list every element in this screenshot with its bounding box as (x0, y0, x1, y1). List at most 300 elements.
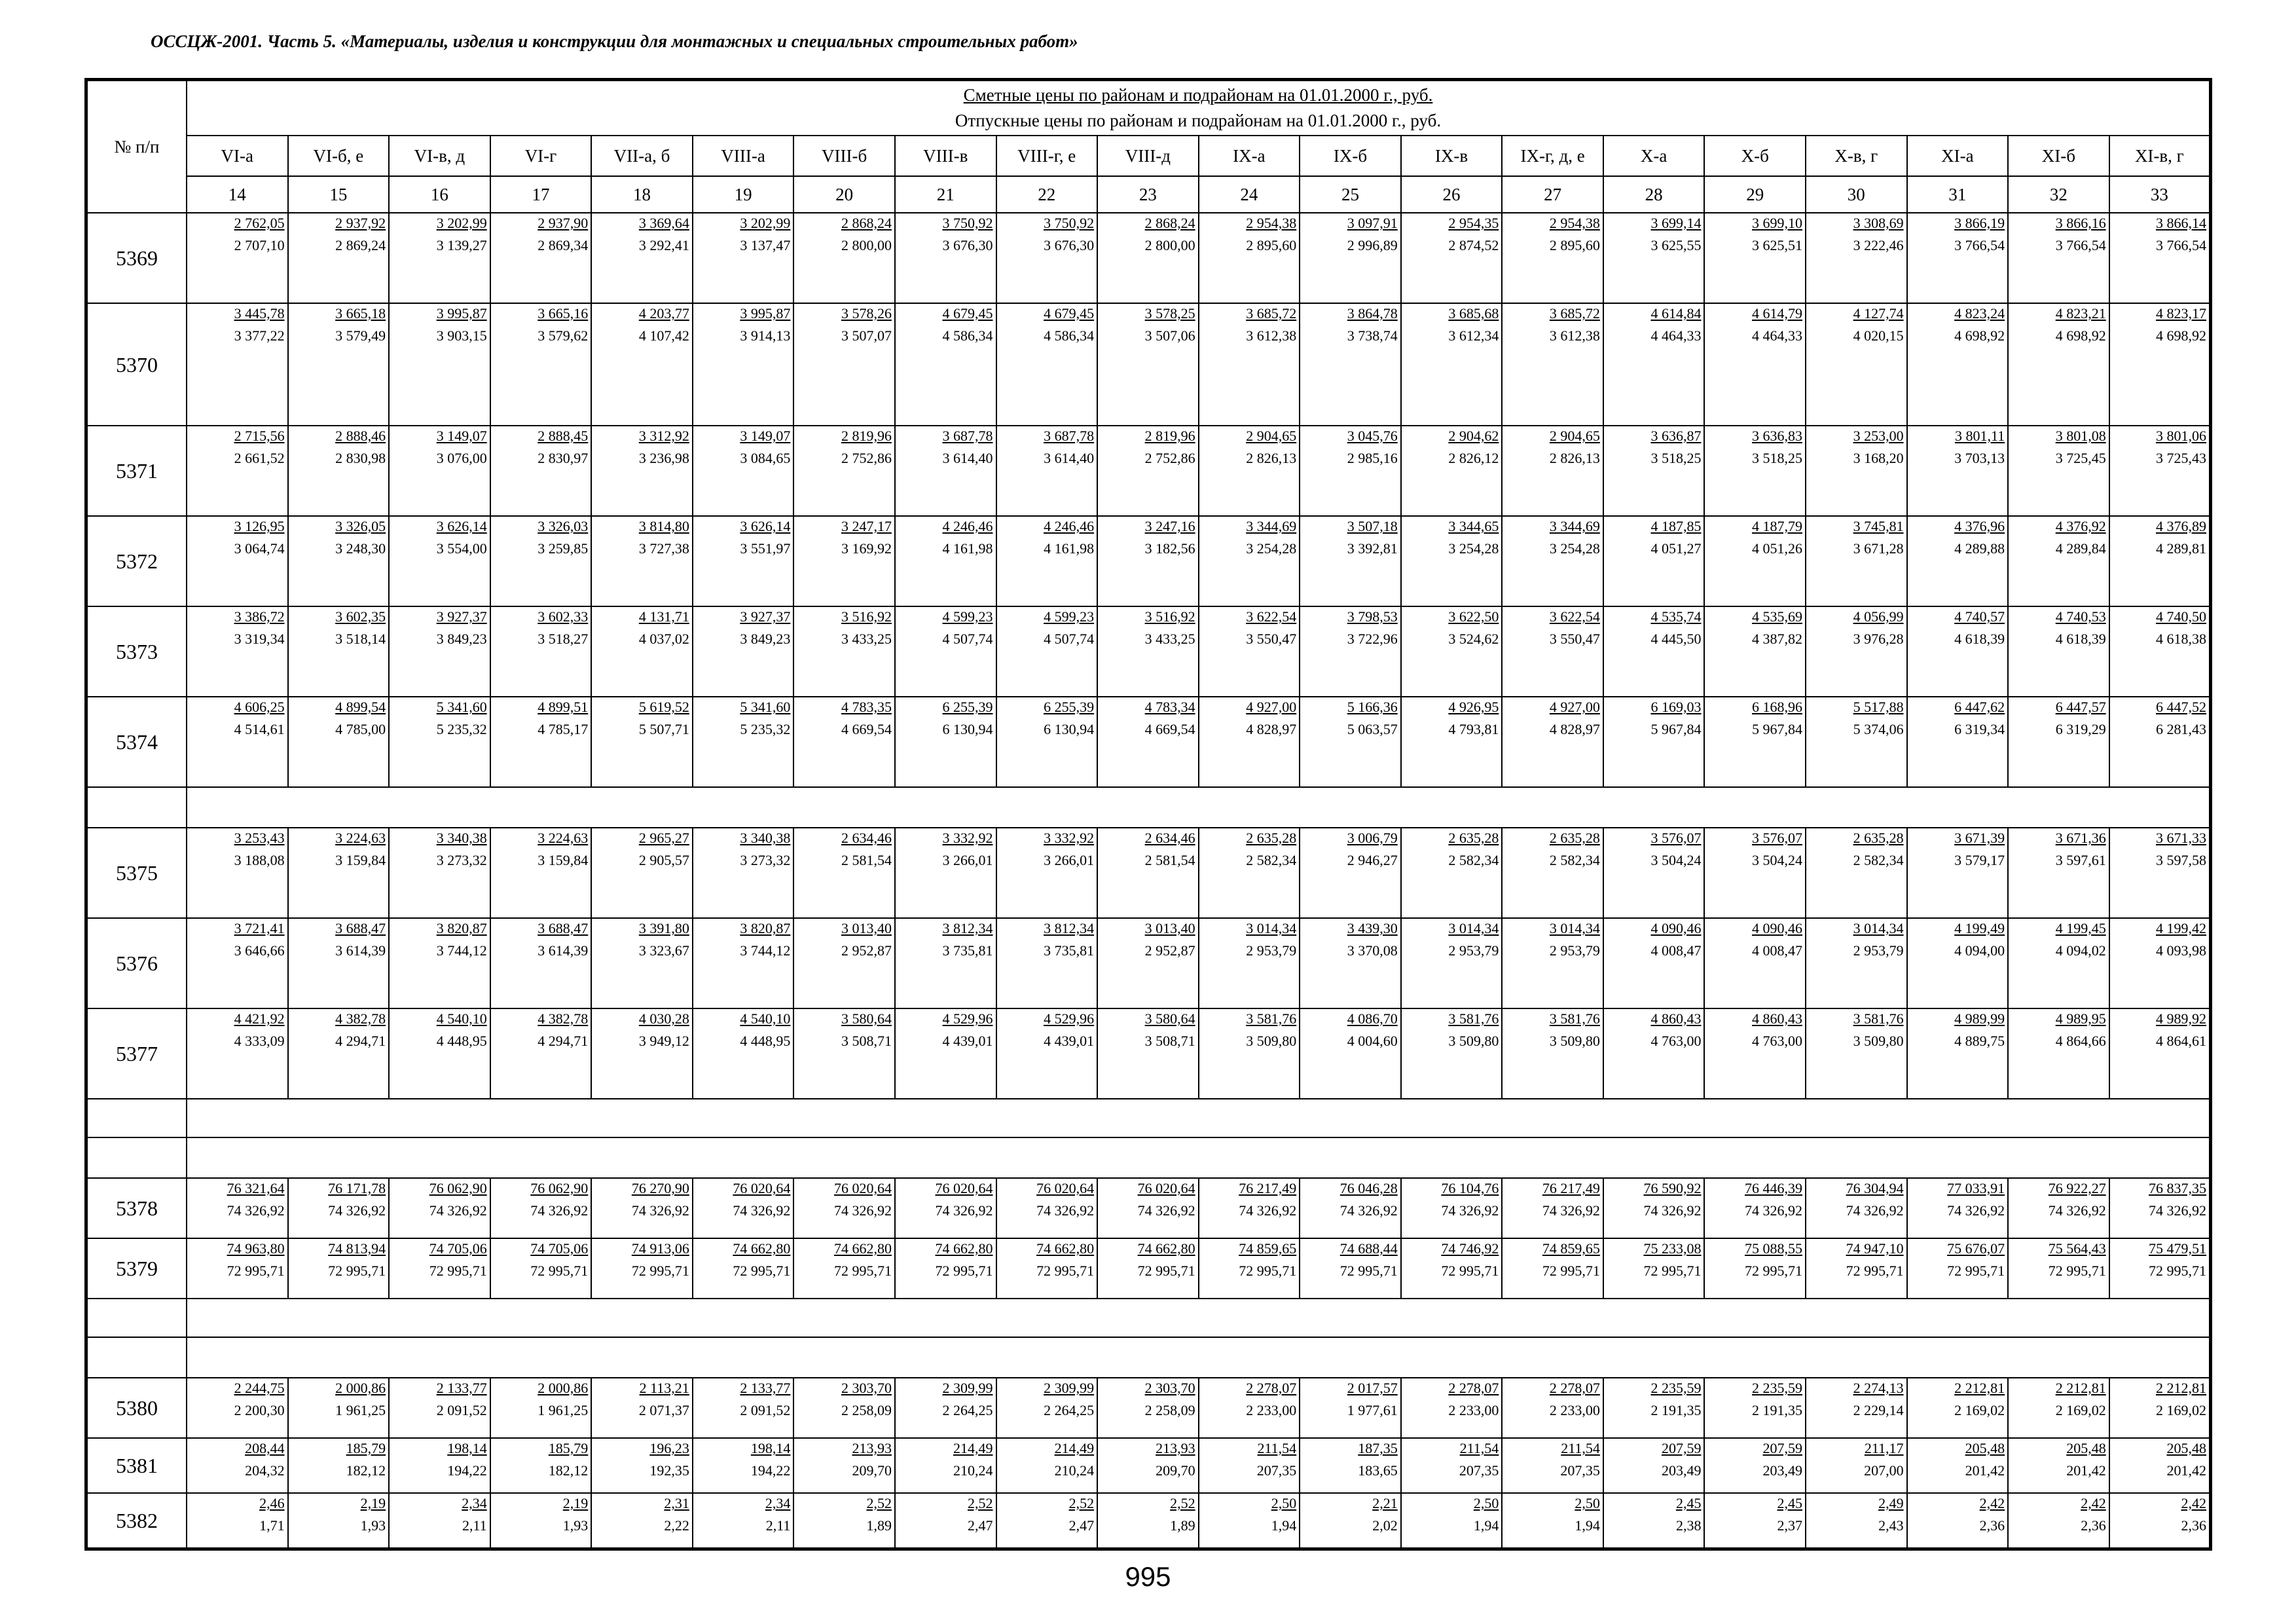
estimated-price: 4 199,45 (2055, 920, 2106, 936)
release-price: 3 914,13 (740, 327, 791, 344)
price-cell (288, 213, 390, 303)
price-cell (1097, 606, 1199, 697)
release-price: 2 895,60 (1549, 237, 1600, 253)
price-cell (2109, 1238, 2211, 1299)
estimated-price: 2 212,81 (1954, 1380, 2005, 1396)
estimated-price: 4 246,46 (942, 518, 993, 534)
estimated-price: 76 446,39 (1745, 1180, 1802, 1196)
estimated-price: 2 937,90 (538, 215, 589, 231)
estimated-price: 196,23 (649, 1440, 689, 1456)
estimated-price: 2 278,07 (1549, 1380, 1600, 1396)
estimated-price: 2 000,86 (538, 1380, 589, 1396)
price-cell (2109, 697, 2211, 787)
estimated-price: 76 020,64 (733, 1180, 791, 1196)
release-price: 210,24 (953, 1462, 993, 1479)
estimated-price: 75 479,51 (2149, 1240, 2206, 1257)
price-cell (2008, 516, 2109, 606)
release-price: 3 370,08 (1347, 942, 1398, 959)
release-price: 3 168,20 (1853, 450, 1904, 466)
release-price: 2,37 (1777, 1517, 1802, 1534)
estimated-price: 3 149,07 (740, 428, 791, 444)
price-cell (793, 1008, 895, 1099)
release-price: 3 236,98 (638, 450, 689, 466)
region-header: VIII-г, е (996, 136, 1098, 176)
release-price: 74 326,92 (1339, 1202, 1398, 1219)
estimated-price: 3 516,92 (1144, 608, 1195, 625)
region-header: VIII-в (895, 136, 996, 176)
price-cell (187, 1238, 288, 1299)
release-price: 3 625,51 (1752, 237, 1802, 253)
price-cell (1502, 426, 1603, 516)
estimated-price: 4 376,92 (2055, 518, 2106, 534)
table-row (86, 1178, 2211, 1238)
estimated-price: 3 332,92 (1044, 830, 1095, 846)
estimated-price: 4 679,45 (942, 305, 993, 322)
release-price: 3 612,38 (1246, 327, 1297, 344)
price-cell (187, 697, 288, 787)
release-price: 1 961,25 (335, 1402, 386, 1418)
region-header: IX-г, д, е (1502, 136, 1603, 176)
region-header: IX-в (1401, 136, 1503, 176)
region-header: VI-а (187, 136, 288, 176)
estimated-price: 4 090,46 (1752, 920, 1802, 936)
release-price: 72 995,71 (1036, 1263, 1095, 1279)
column-index: 27 (1502, 176, 1603, 213)
column-index: 28 (1603, 176, 1705, 213)
release-price: 3 319,34 (234, 631, 285, 647)
estimated-price: 4 376,89 (2156, 518, 2206, 534)
estimated-price: 4 599,23 (1044, 608, 1095, 625)
release-price: 2 830,97 (538, 450, 589, 466)
release-price: 4 020,15 (1853, 327, 1904, 344)
price-cell (1097, 697, 1199, 787)
release-price: 74 326,92 (1441, 1202, 1499, 1219)
price-cell (793, 697, 895, 787)
estimated-price: 3 006,79 (1347, 830, 1398, 846)
estimated-price: 4 540,10 (436, 1010, 487, 1027)
estimated-price: 76 217,49 (1239, 1180, 1297, 1196)
price-cell (1704, 1238, 1806, 1299)
release-price: 4 698,92 (2156, 327, 2206, 344)
estimated-price: 3 685,72 (1549, 305, 1600, 322)
price-cell (490, 213, 592, 303)
price-cell (1199, 1178, 1300, 1238)
release-price: 3 703,13 (1954, 450, 2005, 466)
release-price: 3 849,23 (740, 631, 791, 647)
price-cell (1502, 606, 1603, 697)
estimated-price: 3 581,76 (1549, 1010, 1600, 1027)
estimated-price: 75 088,55 (1745, 1240, 1802, 1257)
price-cell (2008, 1438, 2109, 1493)
price-cell (1097, 1178, 1199, 1238)
column-index: 21 (895, 176, 996, 213)
table-row (86, 426, 2211, 516)
price-cell (1603, 697, 1705, 787)
price-cell (1502, 828, 1603, 918)
price-cell (1199, 606, 1300, 697)
estimated-price: 3 202,99 (740, 215, 791, 231)
release-price: 2 752,86 (1144, 450, 1195, 466)
price-cell (591, 426, 693, 516)
price-cell (2109, 303, 2211, 426)
release-price: 2 581,54 (841, 852, 892, 868)
price-cell (1097, 918, 1199, 1008)
release-price: 2,47 (968, 1517, 993, 1534)
price-cell (490, 828, 592, 918)
release-price: 2 582,34 (1853, 852, 1904, 868)
estimated-price: 214,49 (953, 1440, 993, 1456)
estimated-price: 5 341,60 (436, 699, 487, 715)
price-cell (895, 1178, 996, 1238)
release-price: 4 294,71 (335, 1033, 386, 1049)
estimated-price: 3 224,63 (538, 830, 589, 846)
price-cell (793, 1438, 895, 1493)
estimated-price: 185,79 (548, 1440, 589, 1456)
estimated-price: 3 671,36 (2055, 830, 2106, 846)
price-cell (693, 516, 794, 606)
price-cell (187, 426, 288, 516)
estimated-price: 3 439,30 (1347, 920, 1398, 936)
row-number-header: № п/п (86, 80, 187, 213)
price-cell (693, 828, 794, 918)
price-cell (1704, 1178, 1806, 1238)
release-price: 6 319,34 (1954, 721, 2005, 737)
price-cell (895, 606, 996, 697)
price-cell (288, 1008, 390, 1099)
estimated-price: 4 927,00 (1246, 699, 1297, 715)
release-price: 72 995,71 (1339, 1263, 1398, 1279)
column-index: 30 (1806, 176, 1907, 213)
estimated-price: 2 235,59 (1650, 1380, 1702, 1396)
release-price: 4 889,75 (1954, 1033, 2005, 1049)
price-cell (996, 1378, 1098, 1438)
price-cell (895, 303, 996, 426)
estimated-price: 3 202,99 (436, 215, 487, 231)
price-cell (1806, 1438, 1907, 1493)
row-number: 5377 (86, 1008, 187, 1099)
estimated-price: 4 989,95 (2055, 1010, 2106, 1027)
price-cell (1097, 516, 1199, 606)
release-price: 4 698,92 (1954, 327, 2005, 344)
region-header-row (86, 136, 2211, 176)
price-cell (693, 1238, 794, 1299)
release-price: 74 326,92 (631, 1202, 689, 1219)
release-price: 3 266,01 (1044, 852, 1095, 868)
price-cell (1502, 303, 1603, 426)
estimated-price: 75 233,08 (1643, 1240, 1702, 1257)
table-row (86, 303, 2211, 426)
release-price: 3 254,28 (1448, 540, 1499, 557)
release-price: 2 581,54 (1144, 852, 1195, 868)
price-cell (1401, 697, 1503, 787)
release-price: 4 448,95 (740, 1033, 791, 1049)
estimated-price: 4 614,79 (1752, 305, 1802, 322)
estimated-price: 3 391,80 (638, 920, 689, 936)
estimated-price: 3 626,14 (436, 518, 487, 534)
price-cell (1097, 426, 1199, 516)
region-header: VI-б, е (288, 136, 390, 176)
price-cell (490, 1493, 592, 1549)
price-cell (1603, 213, 1705, 303)
page-number: 995 (1125, 1561, 1171, 1592)
estimated-price: 3 576,07 (1650, 830, 1702, 846)
release-price: 4 289,84 (2055, 540, 2106, 557)
price-cell (1704, 1008, 1806, 1099)
estimated-price: 3 014,34 (1246, 920, 1297, 936)
price-cell (2008, 1008, 2109, 1099)
release-price: 3 392,81 (1347, 540, 1398, 557)
estimated-prices-title: Сметные цены по районам и подрайонам на 01.01.2000 г., руб. (963, 84, 1433, 105)
price-cell (2109, 213, 2211, 303)
price-cell (1401, 1493, 1503, 1549)
price-cell (288, 1438, 390, 1493)
price-cell (1806, 697, 1907, 787)
price-cell (1603, 1493, 1705, 1549)
column-index: 18 (591, 176, 693, 213)
estimated-price: 4 740,57 (1954, 608, 2005, 625)
price-cell (895, 426, 996, 516)
release-price: 74 326,92 (935, 1202, 993, 1219)
estimated-price: 3 445,78 (234, 305, 285, 322)
estimated-price: 76 270,90 (631, 1180, 689, 1196)
estimated-price: 2 635,28 (1853, 830, 1904, 846)
price-cell (1806, 1178, 1907, 1238)
row-number: 5375 (86, 828, 187, 918)
release-price: 5 967,84 (1650, 721, 1702, 737)
release-price: 74 326,92 (1846, 1202, 1904, 1219)
price-cell (2008, 1178, 2109, 1238)
column-index: 15 (288, 176, 390, 213)
estimated-price: 211,54 (1459, 1440, 1499, 1456)
release-price: 72 995,71 (1137, 1263, 1195, 1279)
release-price: 3 676,30 (1044, 237, 1095, 253)
estimated-price: 205,48 (1965, 1440, 2005, 1456)
release-price: 4 785,00 (335, 721, 386, 737)
table-row (86, 1438, 2211, 1493)
estimated-price: 213,93 (1156, 1440, 1195, 1456)
estimated-price: 2 244,75 (234, 1380, 285, 1396)
release-price: 5 374,06 (1853, 721, 1904, 737)
release-price: 74 326,92 (1643, 1202, 1702, 1219)
release-price: 3 509,80 (1448, 1033, 1499, 1049)
price-cell (1300, 828, 1401, 918)
column-index: 23 (1097, 176, 1199, 213)
release-price: 4 864,66 (2055, 1033, 2106, 1049)
estimated-price: 2,50 (1473, 1495, 1499, 1511)
price-cell (2109, 516, 2211, 606)
release-price: 74 326,92 (1745, 1202, 1802, 1219)
price-cell (1300, 606, 1401, 697)
estimated-price: 2 000,86 (335, 1380, 386, 1396)
release-price: 2 707,10 (234, 237, 285, 253)
estimated-price: 2 635,28 (1448, 830, 1499, 846)
release-price: 2 953,79 (1246, 942, 1297, 959)
estimated-price: 3 665,18 (335, 305, 386, 322)
price-cell (389, 828, 490, 918)
release-price: 2 905,57 (638, 852, 689, 868)
release-price: 3 766,54 (2055, 237, 2106, 253)
estimated-price: 3 014,34 (1448, 920, 1499, 936)
release-price: 3 433,25 (1144, 631, 1195, 647)
price-cell (591, 213, 693, 303)
release-price: 4 793,81 (1448, 721, 1499, 737)
price-cell (288, 426, 390, 516)
column-index-row (86, 176, 2211, 213)
price-cell (693, 1008, 794, 1099)
price-cell (1097, 303, 1199, 426)
release-price: 209,70 (1156, 1462, 1195, 1479)
price-cell (2008, 303, 2109, 426)
release-price: 3 554,00 (436, 540, 487, 557)
estimated-price: 74 662,80 (1036, 1240, 1095, 1257)
release-price: 3 744,12 (740, 942, 791, 959)
price-cell (1704, 426, 1806, 516)
price-cell (1806, 1008, 1907, 1099)
release-price: 3 508,71 (841, 1033, 892, 1049)
estimated-price: 3 745,81 (1853, 518, 1904, 534)
estimated-price: 2 634,46 (841, 830, 892, 846)
release-price: 3 903,15 (436, 327, 487, 344)
estimated-price: 2 017,57 (1347, 1380, 1398, 1396)
price-cell (490, 1178, 592, 1238)
release-price: 2 582,34 (1549, 852, 1600, 868)
release-price: 2 169,02 (2156, 1402, 2206, 1418)
price-cell (1199, 516, 1300, 606)
estimated-price: 3 866,14 (2156, 215, 2206, 231)
price-cell (693, 1493, 794, 1549)
price-cell (187, 1008, 288, 1099)
price-cell (389, 426, 490, 516)
price-cell (693, 918, 794, 1008)
price-cell (1199, 918, 1300, 1008)
release-price: 3 509,80 (1549, 1033, 1600, 1049)
estimated-price: 74 662,80 (935, 1240, 993, 1257)
release-price: 2 169,02 (1954, 1402, 2005, 1418)
release-price: 6 130,94 (1044, 721, 1095, 737)
table-row (86, 828, 2211, 918)
price-cell (1199, 303, 1300, 426)
release-price: 3 273,32 (436, 852, 487, 868)
estimated-price: 2,42 (1979, 1495, 2005, 1511)
blank-cell (86, 1137, 187, 1178)
estimated-price: 3 820,87 (436, 920, 487, 936)
estimated-price: 4 860,43 (1752, 1010, 1802, 1027)
release-price: 204,32 (245, 1462, 285, 1479)
price-cell (793, 213, 895, 303)
price-cell (1097, 1008, 1199, 1099)
release-price: 3 735,81 (1044, 942, 1095, 959)
estimated-price: 3 622,54 (1246, 608, 1297, 625)
price-cell (2008, 1493, 2109, 1549)
estimated-price: 4 740,53 (2055, 608, 2106, 625)
table-row (86, 606, 2211, 697)
price-cell (1704, 606, 1806, 697)
price-cell (1704, 303, 1806, 426)
estimated-price: 3 578,26 (841, 305, 892, 322)
price-cell (996, 918, 1098, 1008)
price-cell (1401, 1238, 1503, 1299)
estimated-price: 4 927,00 (1549, 699, 1600, 715)
price-cell (1907, 1238, 2009, 1299)
price-cell (591, 697, 693, 787)
price-cell (1401, 516, 1503, 606)
release-price: 4 864,61 (2156, 1033, 2206, 1049)
estimated-price: 3 247,17 (841, 518, 892, 534)
estimated-price: 75 676,07 (1947, 1240, 2005, 1257)
blank-cell (86, 1099, 187, 1137)
region-header: XI-в, г (2109, 136, 2211, 176)
release-price: 74 326,92 (1947, 1202, 2005, 1219)
release-price: 4 448,95 (436, 1033, 487, 1049)
release-price: 2 895,60 (1246, 237, 1297, 253)
price-cell (490, 1008, 592, 1099)
release-price: 2 953,79 (1448, 942, 1499, 959)
table-row (86, 1378, 2211, 1438)
price-cell (1603, 1008, 1705, 1099)
estimated-price: 76 046,28 (1339, 1180, 1398, 1196)
price-cell (1502, 1178, 1603, 1238)
price-cell (1199, 1008, 1300, 1099)
release-price: 2 869,34 (538, 237, 589, 253)
price-cell (996, 1238, 1098, 1299)
release-price: 4 161,98 (942, 540, 993, 557)
release-price: 3 550,47 (1246, 631, 1297, 647)
release-price: 3 550,47 (1549, 631, 1600, 647)
release-price: 209,70 (852, 1462, 892, 1479)
estimated-price: 76 304,94 (1846, 1180, 1904, 1196)
estimated-price: 2 762,05 (234, 215, 285, 231)
release-price: 207,00 (1864, 1462, 1904, 1479)
price-cell (1300, 1178, 1401, 1238)
release-price: 203,49 (1762, 1462, 1802, 1479)
estimated-price: 2,45 (1777, 1495, 1802, 1511)
estimated-price: 3 344,69 (1549, 518, 1600, 534)
price-cell (1502, 1008, 1603, 1099)
release-price: 3 738,74 (1347, 327, 1398, 344)
price-cell (1300, 1493, 1401, 1549)
release-price: 74 326,92 (2048, 1202, 2106, 1219)
price-cell (1907, 918, 2009, 1008)
price-cell (2109, 1178, 2211, 1238)
row-number: 5371 (86, 426, 187, 516)
estimated-price: 4 783,34 (1144, 699, 1195, 715)
price-cell (895, 1238, 996, 1299)
price-cell (1199, 828, 1300, 918)
release-price: 4 618,39 (2055, 631, 2106, 647)
blank-row (86, 1299, 2211, 1337)
table-title-row (86, 80, 2211, 136)
price-cell (187, 1178, 288, 1238)
release-price: 2 229,14 (1853, 1402, 1904, 1418)
price-cell (996, 1008, 1098, 1099)
estimated-price: 2 868,24 (841, 215, 892, 231)
release-price: 72 995,71 (1846, 1263, 1904, 1279)
estimated-price: 214,49 (1054, 1440, 1095, 1456)
price-cell (187, 606, 288, 697)
price-cell (288, 1493, 390, 1549)
release-price: 5 235,32 (436, 721, 487, 737)
price-cell (1704, 1493, 1806, 1549)
price-cell (793, 1378, 895, 1438)
price-cell (2008, 697, 2109, 787)
column-index: 24 (1199, 176, 1300, 213)
price-cell (490, 1238, 592, 1299)
price-cell (2109, 1438, 2211, 1493)
estimated-price: 6 169,03 (1650, 699, 1702, 715)
estimated-price: 3 622,50 (1448, 608, 1499, 625)
estimated-price: 4 740,50 (2156, 608, 2206, 625)
price-cell (591, 516, 693, 606)
